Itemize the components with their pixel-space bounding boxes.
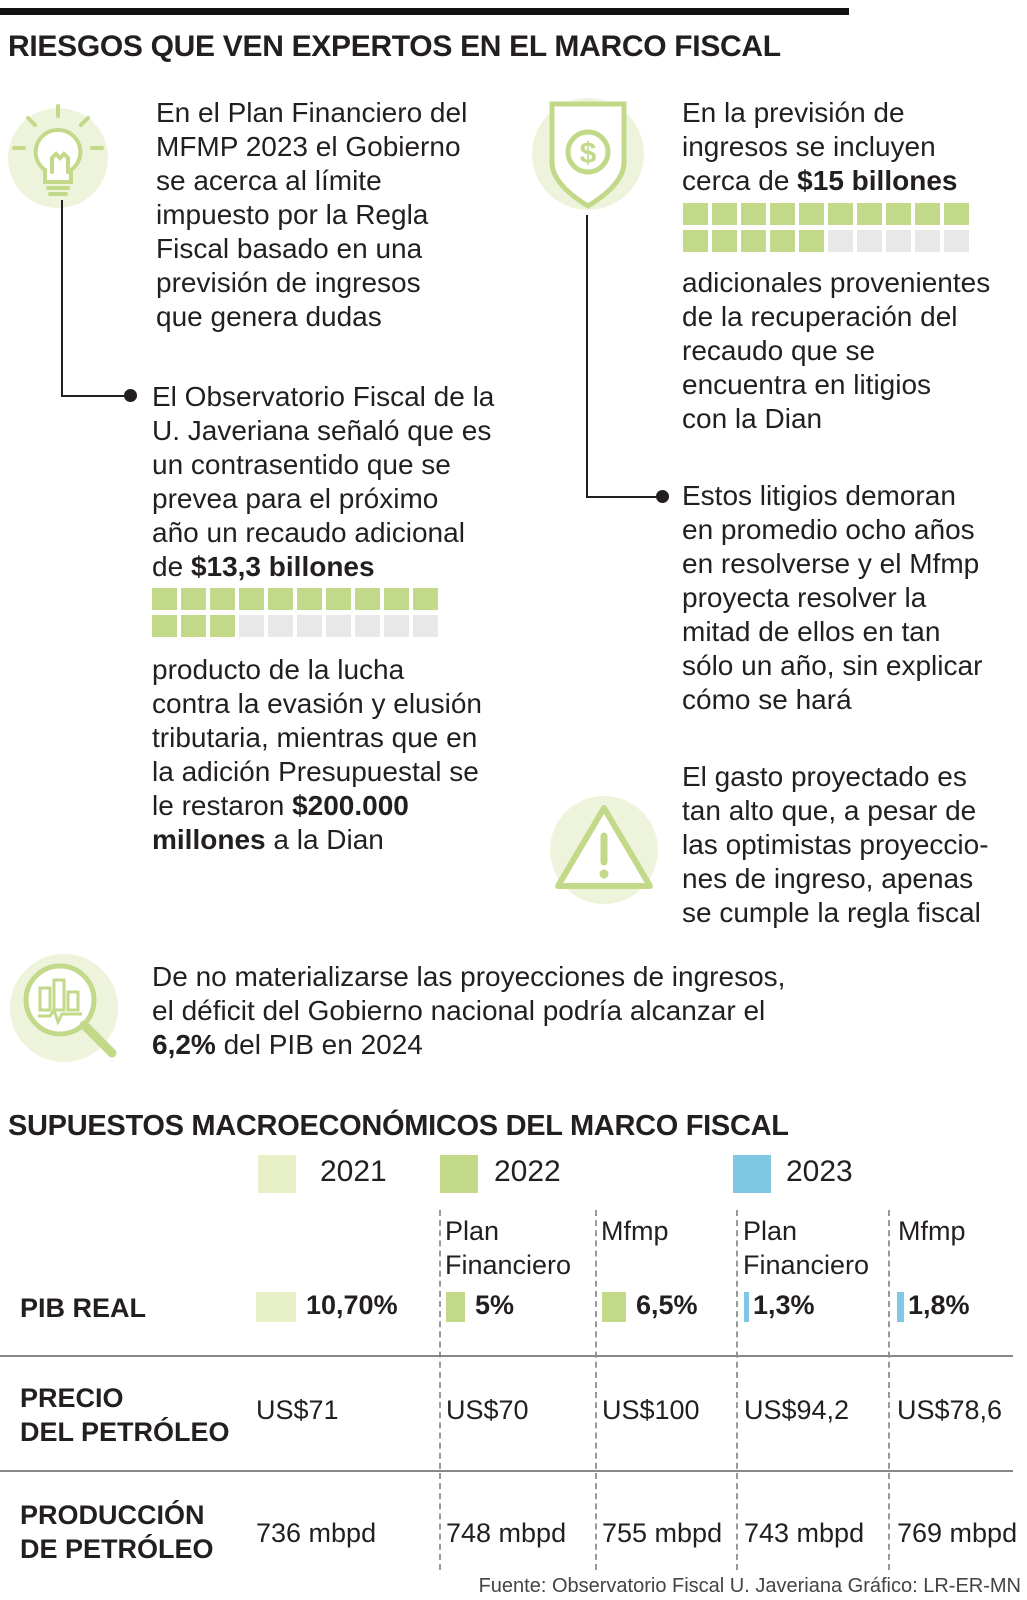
square-filled	[152, 615, 177, 637]
precio-2023-mfmp: US$78,6	[897, 1395, 1003, 1425]
amount-13-3: $13,3 billones	[190, 551, 375, 582]
square-filled	[413, 588, 438, 610]
produccion-2022-mfmp: 755 mbpd	[602, 1518, 723, 1548]
page-title: RIESGOS QUE VEN EXPERTOS EN EL MARCO FISCAL	[8, 30, 781, 63]
square-filled	[239, 588, 264, 610]
produccion-2023-plan: 743 mbpd	[744, 1518, 865, 1548]
square-filled	[799, 203, 824, 225]
magnifier-chart-icon	[8, 952, 126, 1064]
pib-2022-mfmp: 6,5%	[602, 1290, 698, 1322]
amount-15: $15 billones	[797, 165, 958, 196]
precio-2023-plan: US$94,2	[744, 1395, 850, 1425]
text-block-plan-financiero: En el Plan Financiero del MFMP 2023 el Gobierno se acerca al límite impuesto por la Regla Fiscal basado en una previsión de ingresos que genera dudas	[156, 97, 468, 332]
pib-2023-plan: 1,3%	[744, 1290, 815, 1322]
row-divider	[0, 1470, 1013, 1472]
square-empty	[326, 615, 351, 637]
square-empty	[944, 230, 969, 252]
text-block-observatorio: El Observatorio Fiscal de la U. Javeriana señaló que es un contrasentido que se prevea para el próximo año un recaudo adicional de $13,3 billones	[152, 381, 495, 582]
square-empty	[857, 230, 882, 252]
square-filled	[384, 588, 409, 610]
square-empty	[239, 615, 264, 637]
bullet-dot	[656, 490, 669, 503]
square-filled	[828, 203, 853, 225]
pib-bar-2023-plan	[744, 1292, 749, 1322]
column-divider	[439, 1210, 441, 1570]
pib-2021: 10,70%	[256, 1290, 398, 1322]
col-head-2023-plan: Plan Financiero	[743, 1216, 870, 1280]
square-filled	[886, 203, 911, 225]
top-rule	[0, 8, 849, 15]
pib-bar-2022-plan	[446, 1292, 465, 1322]
pib-bar-2022-mfmp	[602, 1292, 626, 1322]
square-filled	[857, 203, 882, 225]
source-credit: Fuente: Observatorio Fiscal U. Javeriana Gráfico: LR-ER-MN	[478, 1575, 1021, 1597]
square-filled	[915, 203, 940, 225]
precio-2021: US$71	[256, 1395, 339, 1425]
square-empty	[384, 615, 409, 637]
square-empty	[268, 615, 293, 637]
produccion-2021: 736 mbpd	[256, 1518, 377, 1548]
table-title: SUPUESTOS MACROECONÓMICOS DEL MARCO FISCAL	[8, 1110, 789, 1142]
text-block-gasto: El gasto proyectado es tan alto que, a pesar de las optimistas proyeccio- nes de ingreso, apenas se cumple la regla fiscal	[682, 761, 989, 928]
legend-swatch-2021	[258, 1155, 296, 1193]
pib-2022-plan: 5%	[446, 1290, 514, 1322]
square-filled	[152, 588, 177, 610]
produccion-2023-mfmp: 769 mbpd	[897, 1518, 1018, 1548]
square-empty	[355, 615, 380, 637]
connector-line	[586, 496, 661, 498]
pib-bar-2023-mfmp	[897, 1292, 904, 1322]
text-block-prevision-cont: adicionales provenientes de la recuperación del recaudo que se encuentra en litigios con la Dian	[682, 267, 991, 434]
text-block-deficit: De no materializarse las proyecciones de ingresos, el déficit del Gobierno nacional podría alcanzar el 6,2% del PIB en 2024	[152, 961, 786, 1060]
square-filled	[210, 588, 235, 610]
square-empty	[297, 615, 322, 637]
legend-swatch-2023	[733, 1155, 771, 1193]
row-label-produccion: PRODUCCIÓN DE PETRÓLEO	[20, 1500, 214, 1564]
warning-icon	[548, 794, 660, 906]
square-filled	[181, 588, 206, 610]
pib-bar-2021	[256, 1292, 296, 1322]
legend-label-2021: 2021	[320, 1155, 387, 1188]
square-filled	[326, 588, 351, 610]
shield-dollar-icon	[528, 96, 648, 216]
row-divider	[0, 1355, 1013, 1357]
connector-line	[586, 215, 588, 497]
bullet-dot	[124, 389, 137, 402]
col-head-2022-plan: Plan Financiero	[445, 1216, 572, 1280]
svg-text:$: $	[579, 137, 597, 170]
square-empty	[915, 230, 940, 252]
square-filled	[683, 230, 708, 252]
text-block-litigios: Estos litigios demoran en promedio ocho años en resolverse y el Mfmp proyecta resolver la mitad de ellos en tan sólo un año, sin explicar cómo se hará	[682, 480, 983, 715]
square-filled	[770, 203, 795, 225]
square-filled	[210, 615, 235, 637]
square-filled	[712, 230, 737, 252]
column-divider	[888, 1210, 890, 1570]
row-label-pib: PIB REAL	[20, 1293, 147, 1323]
square-meter-13-3	[152, 588, 438, 637]
pib-2023-mfmp: 1,8%	[897, 1290, 970, 1322]
square-filled	[741, 203, 766, 225]
square-empty	[413, 615, 438, 637]
column-divider	[736, 1210, 738, 1570]
precio-2022-mfmp: US$100	[602, 1395, 700, 1425]
legend-label-2022: 2022	[494, 1155, 561, 1188]
legend-label-2023: 2023	[786, 1155, 853, 1188]
text-block-observatorio-cont: producto de la lucha contra la evasión y elusión tributaria, mientras que en la adición Presupuestal se le restaron $200.000 millones a la Dian	[152, 654, 482, 855]
connector-line	[61, 200, 63, 396]
text-block-prevision: En la previsión de ingresos se incluyen cerca de $15 billones	[682, 97, 958, 196]
square-filled	[181, 615, 206, 637]
square-filled	[770, 230, 795, 252]
square-filled	[297, 588, 322, 610]
square-empty	[828, 230, 853, 252]
col-head-2022-mfmp: Mfmp	[601, 1216, 669, 1246]
lightbulb-icon	[8, 100, 118, 210]
square-filled	[683, 203, 708, 225]
precio-2022-plan: US$70	[446, 1395, 529, 1425]
square-filled	[944, 203, 969, 225]
legend-swatch-2022	[440, 1155, 478, 1193]
square-filled	[268, 588, 293, 610]
produccion-2022-plan: 748 mbpd	[446, 1518, 567, 1548]
col-head-2023-mfmp: Mfmp	[898, 1216, 966, 1246]
row-label-precio: PRECIO DEL PETRÓLEO	[20, 1383, 230, 1447]
square-filled	[712, 203, 737, 225]
square-meter-15	[683, 203, 969, 252]
square-filled	[799, 230, 824, 252]
square-filled	[741, 230, 766, 252]
column-divider	[595, 1210, 597, 1570]
connector-line	[61, 395, 129, 397]
square-empty	[886, 230, 911, 252]
square-filled	[355, 588, 380, 610]
deficit-pct: 6,2%	[152, 1029, 216, 1060]
